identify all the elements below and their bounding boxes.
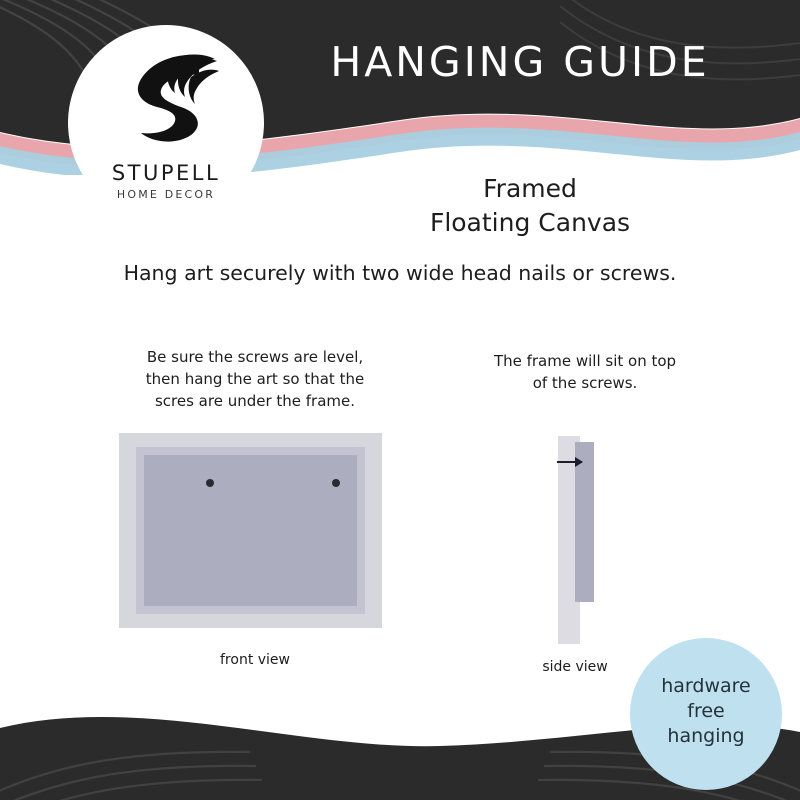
product-title (280, 172, 780, 240)
badge-text (630, 674, 782, 749)
badge-line3: hanging (667, 725, 745, 747)
side-view-caption (440, 350, 730, 394)
swoosh-logo-icon (111, 47, 221, 152)
page-title: HANGING GUIDE (330, 38, 710, 86)
front-caption-line2: then hang the art so that the (145, 370, 365, 388)
front-view-caption (100, 346, 410, 412)
side-view-label: side view (542, 659, 608, 675)
front-view-diagram (119, 433, 382, 628)
front-view-canvas (144, 455, 357, 606)
screw-head-icon (575, 457, 583, 467)
badge-line2: free (687, 700, 725, 722)
status-badge (630, 638, 782, 790)
logo-name: STUPELL (111, 161, 221, 185)
side-caption-line2: of the screws. (532, 374, 638, 392)
logo (68, 25, 264, 221)
side-caption-line1: The frame will sit on top (493, 352, 677, 370)
badge-line1: hardware (661, 675, 751, 697)
nail-right-icon (332, 479, 340, 487)
instruction-text: Hang art securely with two wide head nails or screws. (123, 261, 677, 285)
product-title-line2: Floating Canvas (429, 208, 631, 237)
product-title-line1: Framed (483, 174, 577, 203)
front-caption-line1: Be sure the screws are level, (146, 348, 364, 366)
nail-left-icon (206, 479, 214, 487)
front-view-label: front view (220, 652, 290, 668)
logo-subtitle: HOME DECOR (116, 188, 216, 201)
front-caption-line3: scres are under the frame. (154, 392, 356, 410)
